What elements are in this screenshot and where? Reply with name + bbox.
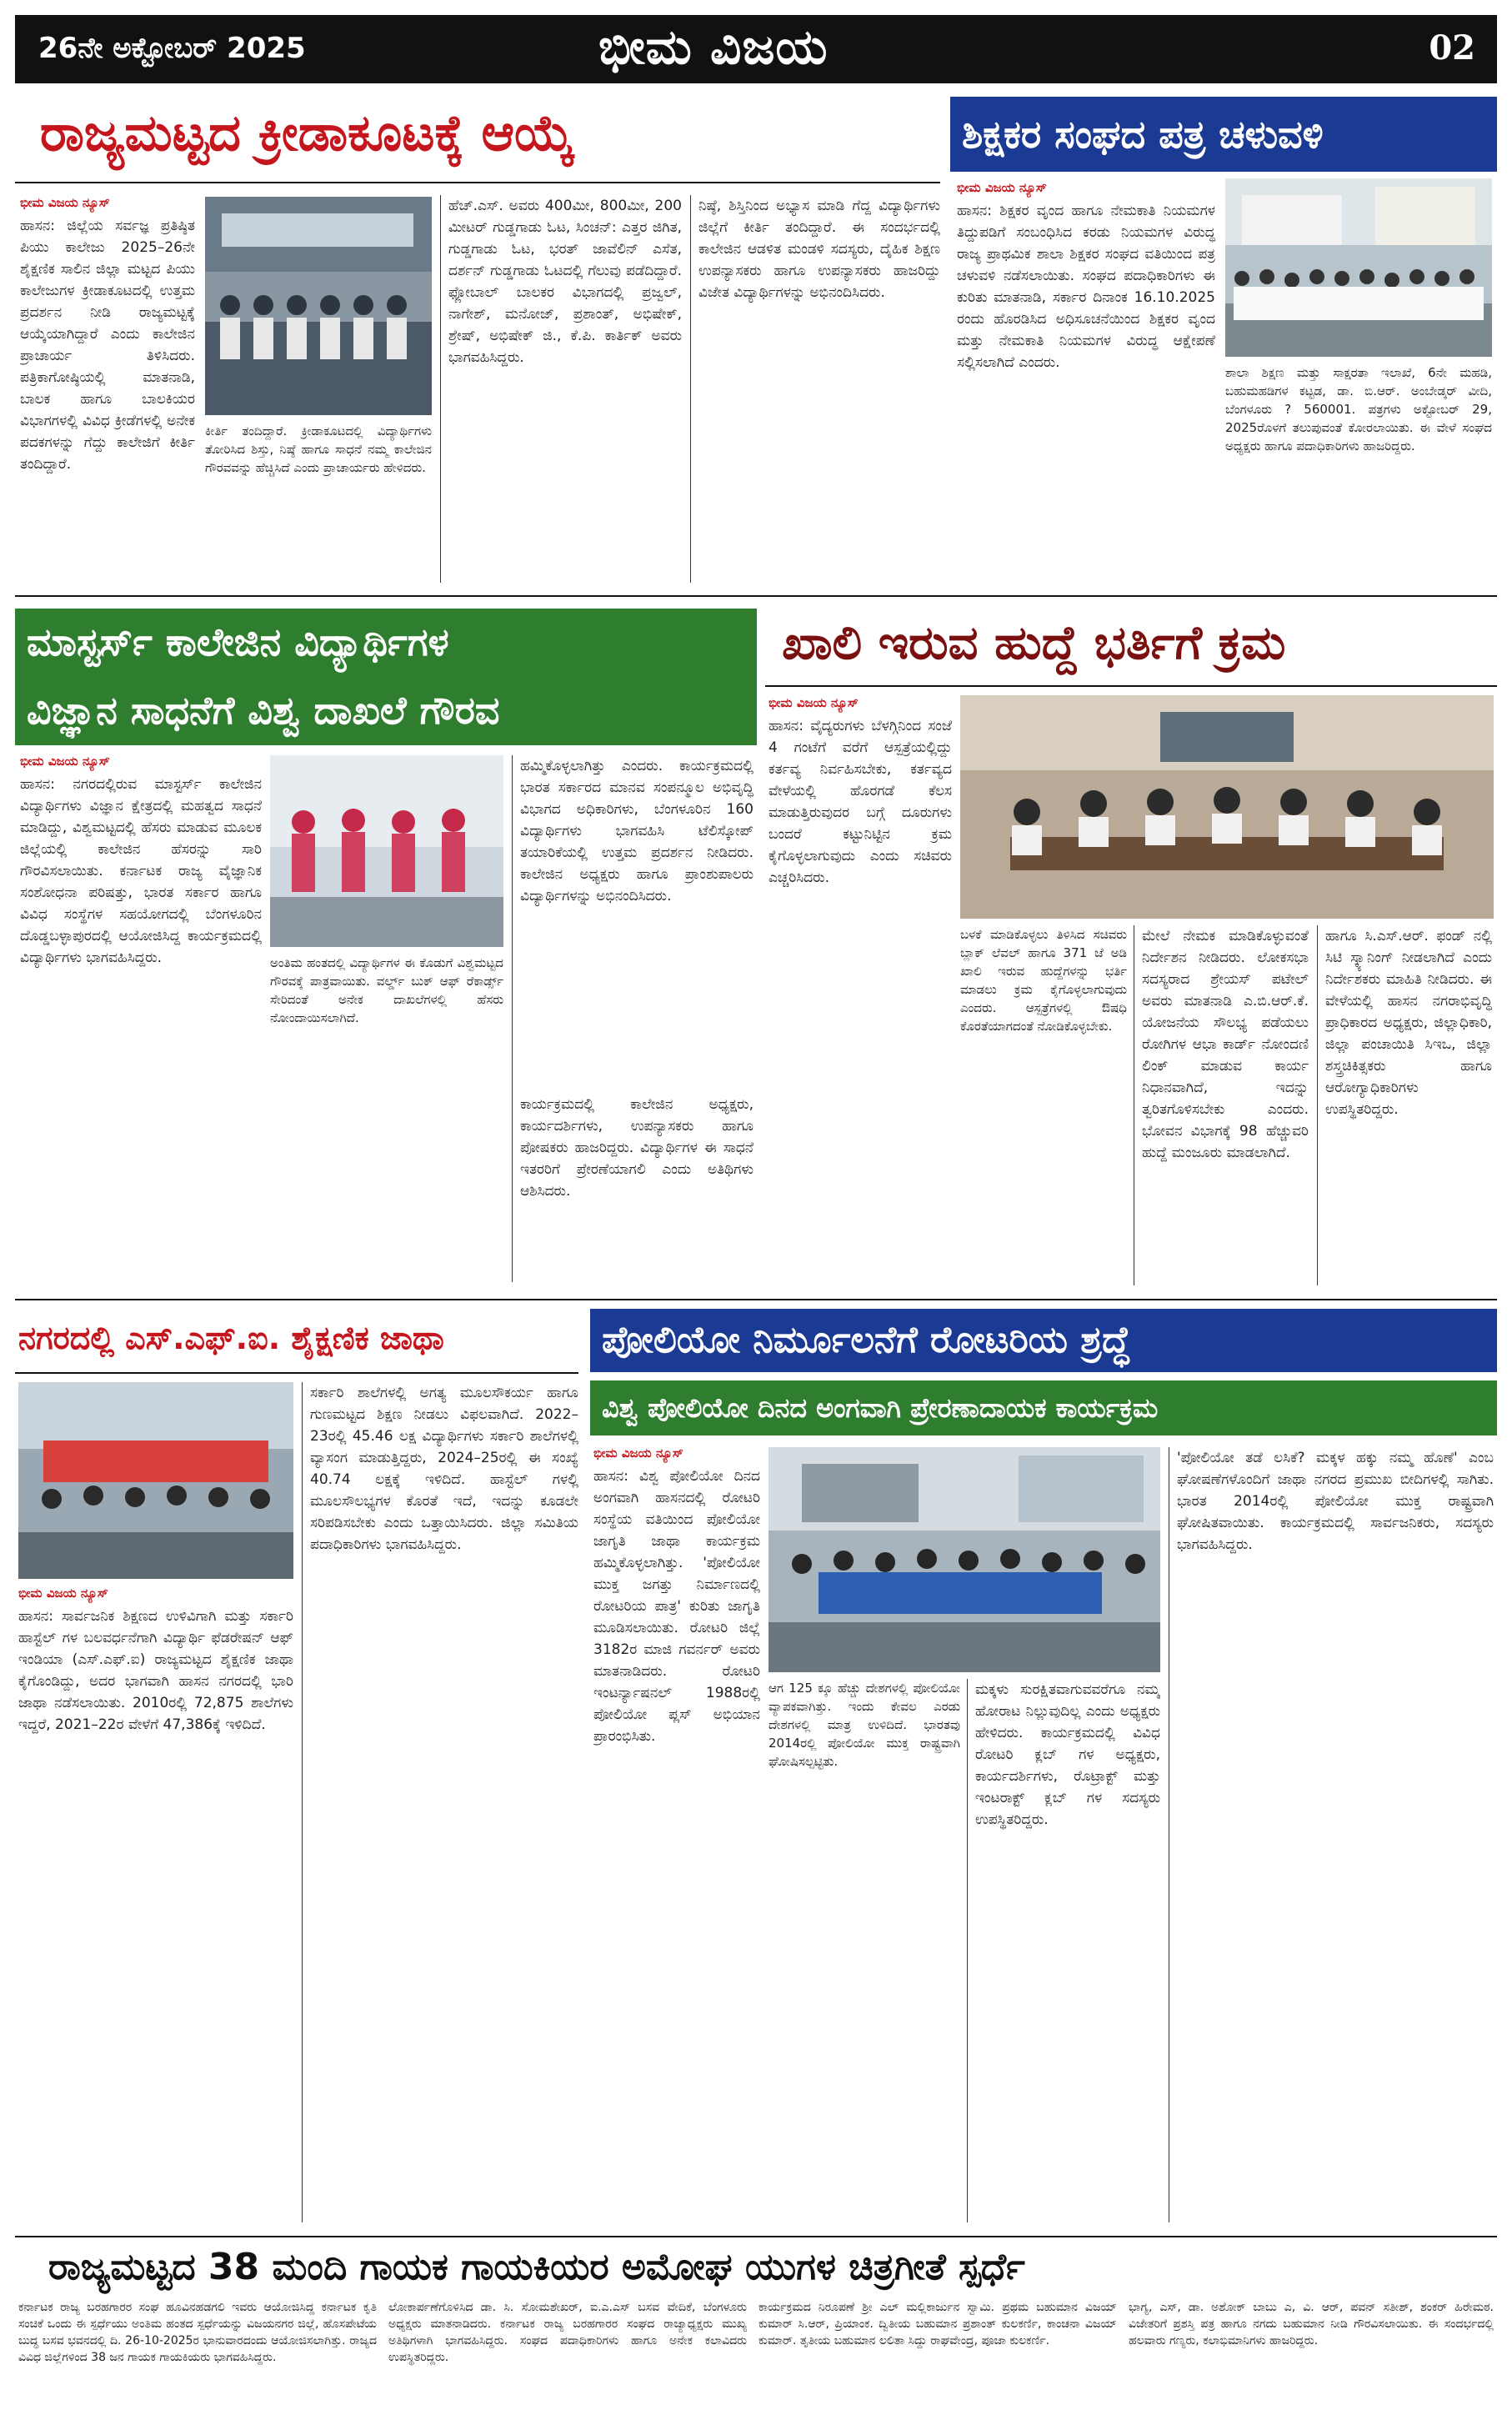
article-column: ಮಕ್ಕಳು ಸುರಕ್ಷಿತವಾಗುವವರೆಗೂ ನಮ್ಮ ಹೋರಾಟ ನಿಲ್ಲುವುದಿಲ್ಲ ಎಂದು ಅಧ್ಯಕ್ಷರು ಹೇಳಿದರು. ಕಾರ್ಯಕ್ರಮದಲ್ಲಿ ವಿವಿಧ ರೋಟರಿ ಕ್ಲಬ್ ಗಳ ಅಧ್ಯಕ್ಷರು, ಕಾರ್ಯದರ್ಶಿಗಳು, ರೊಟ್ರಾಕ್ಟ್ ಮತ್ತು ಇಂಟರಾಕ್ಟ್ ಕ್ಲಬ್ ಗಳ ಸದಸ್ಯರು ಉಪಸ್ಥಿತರಿದ್ದರು. (975, 1681, 1160, 1828)
subheadline: ವಿಶ್ವ ಪೋಲಿಯೋ ದಿನದ ಅಂಗವಾಗಿ ಪ್ರೇರಣಾದಾಯಕ ಕಾರ್ಯಕ್ರಮ (590, 1380, 1497, 1435)
article-column: ಲೋಕಾರ್ಪಣೆಗೊಳಿಸಿದ ಡಾ. ಸಿ. ಸೋಮಶೇಖರ್, ಐ.ಎ.ಎಸ್ ಬಸವ ವೇದಿಕೆ, ಬೆಂಗಳೂರು ಅಧ್ಯಕ್ಷರು ಮಾತನಾಡಿದರು. ಕರ್ನಾಟಕ ರಾಜ್ಯ ಬರಹಗಾರರ ಸಂಘದ ರಾಜ್ಯಾಧ್ಯಕ್ಷರು ಮುಖ್ಯ ಅತಿಥಿಗಳಾಗಿ ಭಾಗವಹಿಸಿದ್ದರು. ಸಂಘದ ಪದಾಧಿಕಾರಿಗಳು ಹಾಗೂ ಅನೇಕ ಕಲಾವಿದರು ಉಪಸ್ಥಿತರಿದ್ದರು. (388, 2301, 747, 2364)
headline: ನಗರದಲ್ಲಿ ಎಸ್.ಎಫ್.ಐ. ಶೈಕ್ಷಣಿಕ ಜಾಥಾ (18, 1320, 444, 1356)
byline: ಭೀಮ ವಿಜಯ ನ್ಯೂಸ್ (20, 195, 110, 210)
article-column: ಹಾಸನ: ನಗರದಲ್ಲಿರುವ ಮಾಸ್ಟರ್ಸ್ ಕಾಲೇಜಿನ ವಿದ್ಯಾರ್ಥಿಗಳು ವಿಜ್ಞಾನ ಕ್ಷೇತ್ರದಲ್ಲಿ ಮಹತ್ವದ ಸಾಧನೆ ಮಾಡಿದ್ದು, ವಿಶ್ವಮಟ್ಟದಲ್ಲಿ ಹೆಸರು ಮಾಡುವ ಮೂಲಕ ಜಿಲ್ಲೆಯಲ್ಲಿ ಕಾಲೇಜಿನ ಹೆಸರನ್ನು ಸಾರಿ ಗೌರವಿಸಲಾಯಿತು. ಕರ್ನಾಟಕ ರಾಜ್ಯ ವೈಜ್ಞಾನಿಕ ಸಂಶೋಧನಾ ಪರಿಷತ್ತು, ಭಾರತ ಸರ್ಕಾರ ಹಾಗೂ ವಿವಿಧ ಸಂಸ್ಥೆಗಳ ಸಹಯೋಗದಲ್ಲಿ ಬೆಂಗಳೂರಿನ ದೊಡ್ಡಬಳ್ಳಾಪುರದಲ್ಲಿ ಆಯೋಜಿಸಿದ್ದ ಕಾರ್ಯಕ್ರಮದಲ್ಲಿ ವಿದ್ಯಾರ್ಥಿಗಳು ಭಾಗವಹಿಸಿದ್ದರು. (20, 776, 262, 966)
article-column: ಹಾಗೂ ಸಿ.ಎಸ್.ಆರ್. ಫಂಡ್ ನಲ್ಲಿ ಸಿಟಿ ಸ್ಕ್ಯಾನಿಂಗ್ ನೀಡಲಾಗಿದೆ ಎಂದು ನಿರ್ದೇಶಕರು ಮಾಹಿತಿ ನೀಡಿದರು. ಈ ವೇಳೆಯಲ್ಲಿ ಹಾಸನ ನಗರಾಭಿವೃದ್ಧಿ ಪ್ರಾಧಿಕಾರದ ಅಧ್ಯಕ್ಷರು, ಜಿಲ್ಲಾಧಿಕಾರಿ, ಜಿಲ್ಲಾ ಪಂಚಾಯಿತಿ ಸಿಇಒ, ಜಿಲ್ಲಾ ಶಸ್ತ್ರಚಿಕಿತ್ಸಕರು ಹಾಗೂ ಆರೋಗ್ಯಾಧಿಕಾರಿಗಳು ಉಪಸ್ಥಿತರಿದ್ದರು. (1325, 928, 1492, 1118)
meeting-photo (960, 695, 1494, 919)
byline: ಭೀಮ ವಿಜಯ ನ್ಯೂಸ್ (593, 1445, 683, 1461)
protest-photo (1225, 178, 1492, 357)
article-column: ಹೆಚ್.ಎಸ್. ಅವರು 400ಮೀ, 800ಮೀ, 200 ಮೀಟರ್ ಗುಡ್ಡಗಾಡು ಓಟ, ಸಿಂಚನ್: ಎತ್ತರ ಜಿಗಿತ, ಗುಡ್ಡಗಾಡು ಓಟ, ಭರತ್ ಜಾವೆಲಿನ್ ಎಸೆತ, ದರ್ಶನ್ ಗುಡ್ಡಗಾಡು ಓಟದಲ್ಲಿ ಗೆಲುವು ಪಡೆದಿದ್ದಾರೆ. ಫ್ಲೋಬಾಲ್ ಬಾಲಕರ ವಿಭಾಗದಲ್ಲಿ ಪ್ರಜ್ವಲ್, ನಾಗೇಶ್, ಮನೋಜ್, ಪ್ರಶಾಂತ್, ಅಭಿಷೇಕ್, ಶ್ರೇಷ್, ಅಭಿಷೇಕ್ ಜಿ., ಕೆ.ಪಿ. ಕಾರ್ತಿಕ್ ಅವರು ಭಾಗವಹಿಸಿದ್ದರು. (448, 198, 682, 366)
headline: ರಾಜ್ಯಮಟ್ಟದ 38 ಮಂದಿ ಗಾಯಕ ಗಾಯಕಿಯರ ಅಮೋಘ ಯುಗಳ ಚಿತ್ರಗೀತೆ ಸ್ಪರ್ಧೆ (48, 2246, 1025, 2288)
headline: ಖಾಲಿ ಇರುವ ಹುದ್ದೆ ಭರ್ತಿಗೆ ಕ್ರಮ (782, 616, 1286, 670)
march-photo (18, 1382, 293, 1579)
page-number: 02 (1429, 28, 1475, 68)
byline: ಭೀಮ ವಿಜಯ ನ್ಯೂಸ್ (769, 695, 859, 710)
story-teachers-protest (950, 90, 1497, 590)
newspaper-title: ಭೀಮ ವಿಜಯ (598, 18, 829, 75)
byline: ಭೀಮ ವಿಜಯ ನ್ಯೂಸ್ (957, 180, 1047, 195)
article-column: ಸರ್ಕಾರಿ ಶಾಲೆಗಳಲ್ಲಿ ಅಗತ್ಯ ಮೂಲಸೌಕರ್ಯ ಹಾಗೂ ಗುಣಮಟ್ಟದ ಶಿಕ್ಷಣ ನೀಡಲು ವಿಫಲವಾಗಿದೆ. 2022–23ರಲ್ಲಿ 45.46 ಲಕ್ಷ ವಿದ್ಯಾರ್ಥಿಗಳು ಸರ್ಕಾರಿ ಶಾಲೆಗಳಲ್ಲಿ ವ್ಯಾಸಂಗ ಮಾಡುತ್ತಿದ್ದರು, 2024–25ರಲ್ಲಿ ಈ ಸಂಖ್ಯೆ 40.74 ಲಕ್ಷಕ್ಕೆ ಇಳಿದಿದೆ. ಹಾಸ್ಟೆಲ್ ಗಳಲ್ಲಿ ಮೂಲಸೌಲಭ್ಯಗಳ ಕೊರತೆ ಇದೆ, ಇದನ್ನು ಕೂಡಲೇ ಸರಿಪಡಿಸಬೇಕು ಎಂದು ಒತ್ತಾಯಿಸಿದರು. ಜಿಲ್ಲಾ ಸಮಿತಿಯ ಪದಾಧಿಕಾರಿಗಳು ಭಾಗವಹಿಸಿದ್ದರು. (310, 1385, 578, 1553)
headline-line-1: ಮಾಸ್ಟರ್ಸ್ ಕಾಲೇಜಿನ ವಿದ್ಯಾರ್ಥಿಗಳ (15, 609, 757, 675)
article-column: ಕರ್ನಾಟಕ ರಾಜ್ಯ ಬರಹಗಾರರ ಸಂಘ ಹೂವಿನಹಡಗಲಿ ಇವರು ಆಯೋಜಿಸಿದ್ದ ಕರ್ನಾಟಕ ಕೃತಿ ಸಂಚಿಕೆ ಒಂದು ಈ ಸ್ಪರ್ಧೆಯು ಅಂತಿಮ ಹಂತದ ಸ್ಪರ್ಧೆಯನ್ನು ವಿಜಯನಗರ ಜಿಲ್ಲೆ, ಹೊಸಪೇಟೆಯ ಬುದ್ಧ ಬಸವ ಭವನದಲ್ಲಿ ದಿ. 26-10-2025ರ ಭಾನುವಾರದಂದು ಆಯೋಜಿಸಲಾಗಿತ್ತು. ರಾಜ್ಯದ ವಿವಿಧ ಜಿಲ್ಲೆಗಳಿಂದ 38 ಜನ ಗಾಯಕ ಗಾಯಕಿಯರು ಭಾಗವಹಿಸಿದ್ದರು. (18, 2301, 377, 2364)
photo-caption: ಆಗ 125 ಕ್ಕೂ ಹೆಚ್ಚು ದೇಶಗಳಲ್ಲಿ ಪೋಲಿಯೋ ವ್ಯಾಪಕವಾಗಿತ್ತು. ಇಂದು ಕೇವಲ ಎರಡು ದೇಶಗಳಲ್ಲಿ ಮಾತ್ರ ಉಳಿದಿದೆ. ಭಾರತವು 2014ರಲ್ಲಿ ಪೋಲಿಯೋ ಮುಕ್ತ ರಾಷ್ಟ್ರವಾಗಿ ಘೋಷಿಸಲ್ಪಟ್ಟಿತು. (769, 1681, 960, 1769)
photo-caption: ಕೀರ್ತಿ ತಂದಿದ್ದಾರೆ. ಕ್ರೀಡಾಕೂಟದಲ್ಲಿ ವಿದ್ಯಾರ್ಥಿಗಳು ತೋರಿಸಿದ ಶಿಸ್ತು, ನಿಷ್ಠೆ ಹಾಗೂ ಸಾಧನೆ ನಮ್ಮ ಕಾಲೇಜಿನ ಗೌರವವನ್ನು ಹೆಚ್ಚಿಸಿದೆ ಎಂದು ಪ್ರಾಚಾರ್ಯರು ಹೇಳಿದರು. (205, 423, 432, 475)
photo-caption: ಅಂತಿಮ ಹಂತದಲ್ಲಿ ವಿದ್ಯಾರ್ಥಿಗಳ ಈ ಕೊಡುಗೆ ವಿಶ್ವಮಟ್ಟದ ಗೌರವಕ್ಕೆ ಪಾತ್ರವಾಯಿತು. ವರ್ಲ್ಡ್ ಬುಕ್ ಆಫ್ ರೆಕಾರ್ಡ್ಸ್ ಸೇರಿದಂತೆ ಅನೇಕ ದಾಖಲೆಗಳಲ್ಲಿ ಹೆಸರು ನೋಂದಾಯಿಸಲಾಗಿದೆ. (270, 955, 503, 1025)
article-column: ಕಾರ್ಯಕ್ರಮದ ನಿರೂಪಣೆ ಶ್ರೀ ಎಲ್ ಮಲ್ಲಿಕಾರ್ಜುನ ಸ್ವಾಮಿ. ಪ್ರಥಮ ಬಹುಮಾನ ವಿಜಯ್ ಕುಮಾರ್ ಸಿ.ಆರ್, ಪ್ರಿಯಾಂಕ. ದ್ವಿತೀಯ ಬಹುಮಾನ ಪ್ರಶಾಂತ್ ಕುಲಕರ್ಣಿ, ಕಾಂಚನಾ ವಿಜಯ್ ಕುಮಾರ್. ತೃತೀಯ ಬಹುಮಾನ ಲಲಿತಾ ಸಿದ್ದು ರಾಘವೇಂದ್ರ, ಪೂಜಾ ಕುಲಕರ್ಣಿ. (759, 2301, 1117, 2347)
headline-line-2: ವಿಜ್ಞಾನ ಸಾಧನೆಗೆ ವಿಶ್ವ ದಾಖಲೆ ಗೌರವ (15, 675, 757, 745)
byline: ಭೀಮ ವಿಜಯ ನ್ಯೂಸ್ (20, 754, 110, 769)
polio-rally-photo (769, 1447, 1160, 1672)
students-award-photo (270, 755, 503, 947)
article-column: ಹಮ್ಮಿಕೊಳ್ಳಲಾಗಿತ್ತು ಎಂದರು. ಕಾರ್ಯಕ್ರಮದಲ್ಲಿ ಭಾರತ ಸರ್ಕಾರದ ಮಾನವ ಸಂಪನ್ಮೂಲ ಅಭಿವೃದ್ಧಿ ವಿಭಾಗದ ಅಧಿಕಾರಿಗಳು, ಬೆಂಗಳೂರಿನ 160 ವಿದ್ಯಾರ್ಥಿಗಳು ಭಾಗವಹಿಸಿ ಟೆಲಿಸ್ಕೋಪ್ ತಯಾರಿಕೆಯಲ್ಲಿ ಉತ್ತಮ ಪ್ರದರ್ಶನ ನೀಡಿದರು. ಕಾಲೇಜಿನ ಅಧ್ಯಕ್ಷರು ಹಾಗೂ ಪ್ರಾಂಶುಪಾಲರು ವಿದ್ಯಾರ್ಥಿಗಳನ್ನು ಅಭಿನಂದಿಸಿದರು. (520, 758, 753, 904)
article-column: ಭಾಗ್ಯ, ಎಸ್, ಡಾ. ಅಶೋಕ್ ಬಾಬು ಎ, ವಿ. ಆರ್, ಪವನ್ ಸತೀಶ್, ಶಂಕರ್ ಹಿರೇಮಠ. ವಿಜೇತರಿಗೆ ಪ್ರಶಸ್ತಿ ಪತ್ರ ಹಾಗೂ ನಗದು ಬಹುಮಾನ ನೀಡಿ ಗೌರವಿಸಲಾಯಿತು. ಈ ಸಂದರ್ಭದಲ್ಲಿ ಹಲವಾರು ಗಣ್ಯರು, ಕಲಾಭಿಮಾನಿಗಳು ಹಾಜರಿದ್ದರು. (1129, 2301, 1494, 2347)
article-column: ಕಾರ್ಯಕ್ರಮದಲ್ಲಿ ಕಾಲೇಜಿನ ಅಧ್ಯಕ್ಷರು, ಕಾರ್ಯದರ್ಶಿಗಳು, ಉಪನ್ಯಾಸಕರು ಹಾಗೂ ಪೋಷಕರು ಹಾಜರಿದ್ದರು. ವಿದ್ಯಾರ್ಥಿಗಳ ಈ ಸಾಧನೆ ಇತರರಿಗೆ ಪ್ರೇರಣೆಯಾಗಲಿ ಎಂದು ಅತಿಥಿಗಳು ಆಶಿಸಿದರು. (520, 1096, 753, 1200)
article-column: ನಿಷ್ಠೆ, ಶಿಸ್ತಿನಿಂದ ಅಭ್ಯಾಸ ಮಾಡಿ ಗೆದ್ದ ವಿದ್ಯಾರ್ಥಿಗಳು ಜಿಲ್ಲೆಗೆ ಕೀರ್ತಿ ತಂದಿದ್ದಾರೆ. ಈ ಸಂದರ್ಭದಲ್ಲಿ ಕಾಲೇಜಿನ ಆಡಳಿತ ಮಂಡಳಿ ಸದಸ್ಯರು, ದೈಹಿಕ ಶಿಕ್ಷಣ ಉಪನ್ಯಾಸಕರು ಹಾಗೂ ಉಪನ್ಯಾಸಕರು ಹಾಜರಿದ್ದು ವಿಜೇತ ವಿದ್ಯಾರ್ಥಿಗಳನ್ನು ಅಭಿನಂದಿಸಿದರು. (698, 198, 940, 301)
article-column: ಹಾಸನ: ಜಿಲ್ಲೆಯ ಸರ್ವಜ್ಞ ಪ್ರತಿಷ್ಠಿತ ಪಿಯು ಕಾಲೇಜು 2025–26ನೇ ಶೈಕ್ಷಣಿಕ ಸಾಲಿನ ಜಿಲ್ಲಾ ಮಟ್ಟದ ಪಿಯು ಕಾಲೇಜುಗಳ ಕ್ರೀಡಾಕೂಟದಲ್ಲಿ ಉತ್ತಮ ಪ್ರದರ್ಶನ ನೀಡಿ ರಾಜ್ಯಮಟ್ಟಕ್ಕೆ ಆಯ್ಕೆಯಾಗಿದ್ದಾರೆ ಎಂದು ಕಾಲೇಜಿನ ಪ್ರಾಚಾರ್ಯ ತಿಳಿಸಿದರು. ಪತ್ರಿಕಾಗೋಷ್ಠಿಯಲ್ಲಿ ಮಾತನಾಡಿ, ಬಾಲಕ ಹಾಗೂ ಬಾಲಕಿಯರ ವಿಭಾಗಗಳಲ್ಲಿ ವಿವಿಧ ಕ್ರೀಡೆಗಳಲ್ಲಿ ಅನೇಕ ಪದಕಗಳನ್ನು ಗೆದ್ದು ಕಾಲೇಜಿಗೆ ಕೀರ್ತಿ ತಂದಿದ್ದಾರೆ. (20, 218, 195, 473)
photo-caption: ಬಳಕೆ ಮಾಡಿಕೊಳ್ಳಲು ತಿಳಿಸಿದ ಸಚಿವರು ಬ್ಲಾಕ್ ಲೆವಲ್ ಹಾಗೂ 371 ಜೆ ಅಡಿ ಖಾಲಿ ಇರುವ ಹುದ್ದೆಗಳನ್ನು ಭರ್ತಿ ಮಾಡಲು ಕ್ರಮ ಕೈಗೊಳ್ಳಲಾಗುವುದು ಎಂದರು. ಆಸ್ಪತ್ರೆಗಳಲ್ಲಿ ಔಷಧಿ ಕೊರತೆಯಾಗದಂತೆ ನೋಡಿಕೊಳ್ಳಬೇಕು. (960, 927, 1127, 1034)
article-column: ಹಾಸನ: ಶಿಕ್ಷಕರ ವೃಂದ ಹಾಗೂ ನೇಮಕಾತಿ ನಿಯಮಗಳ ತಿದ್ದುಪಡಿಗೆ ಸಂಬಂಧಿಸಿದ ಕರಡು ನಿಯಮಗಳ ವಿರುದ್ಧ ರಾಜ್ಯ ಪ್ರಾಥಮಿಕ ಶಾಲಾ ಶಿಕ್ಷಕರ ಸಂಘದ ವತಿಯಿಂದ ಪತ್ರ ಚಳುವಳಿ ನಡೆಸಲಾಯಿತು. ಸಂಘದ ಪದಾಧಿಕಾರಿಗಳು ಈ ಕುರಿತು ಮಾತನಾಡಿ, ಸರ್ಕಾರ ದಿನಾಂಕ 16.10.2025 ರಂದು ಹೊರಡಿಸಿದ ಅಧಿಸೂಚನೆಯಿಂದ ಶಿಕ್ಷಕರ ವೃಂದ ಮತ್ತು ನೇಮಕಾತಿ ನಿಯಮಗಳ ವಿರುದ್ಧ ಆಕ್ಷೇಪಣೆ ಸಲ್ಲಿಸಲಾಗಿದೆ ಎಂದರು. (957, 203, 1215, 371)
article-column: ಹಾಸನ: ವಿಶ್ವ ಪೋಲಿಯೋ ದಿನದ ಅಂಗವಾಗಿ ಹಾಸನದಲ್ಲಿ ರೋಟರಿ ಸಂಸ್ಥೆಯ ವತಿಯಿಂದ ಪೋಲಿಯೋ ಜಾಗೃತಿ ಜಾಥಾ ಕಾರ್ಯಕ್ರಮ ಹಮ್ಮಿಕೊಳ್ಳಲಾಗಿತ್ತು. 'ಪೋಲಿಯೋ ಮುಕ್ತ ಜಗತ್ತು ನಿರ್ಮಾಣದಲ್ಲಿ ರೋಟರಿಯ ಪಾತ್ರ' ಕುರಿತು ಜಾಗೃತಿ ಮೂಡಿಸಲಾಯಿತು. ರೋಟರಿ ಜಿಲ್ಲೆ 3182ರ ಮಾಜಿ ಗವರ್ನರ್ ಅವರು ಮಾತನಾಡಿದರು. ರೋಟರಿ ಇಂಟರ್ನ್ಯಾಷನಲ್ 1988ರಲ್ಲಿ ಪೋಲಿಯೋ ಪ್ಲಸ್ ಅಭಿಯಾನ ಪ್ರಾರಂಭಿಸಿತು. (593, 1468, 760, 1745)
story-sfi-march (15, 1305, 582, 2231)
story-sports-selection (15, 90, 949, 590)
story-singing-competition (15, 2241, 1497, 2404)
headline: ಪೋಲಿಯೋ ನಿರ್ಮೂಲನೆಗೆ ರೋಟರಿಯ ಶ್ರದ್ಧೆ (590, 1309, 1497, 1372)
byline: ಭೀಮ ವಿಜಯ ನ್ಯೂಸ್ (18, 1586, 108, 1601)
article-column: ಹಾಸನ: ವೈದ್ಯರುಗಳು ಬೆಳಗ್ಗಿನಿಂದ ಸಂಜೆ 4 ಗಂಟೆಗೆ ವರೆಗೆ ಆಸ್ಪತ್ರೆಯಲ್ಲಿದ್ದು ಕರ್ತವ್ಯ ನಿರ್ವಹಿಸಬೇಕು, ಕರ್ತವ್ಯದ ವೇಳೆಯಲ್ಲಿ ಹೊರಗಡೆ ಕೆಲಸ ಮಾಡುತ್ತಿರುವುದರ ಬಗ್ಗೆ ದೂರುಗಳು ಬಂದರೆ ಕಟ್ಟುನಿಟ್ಟಿನ ಕ್ರಮ ಕೈಗೊಳ್ಳಲಾಗುವುದು ಎಂದು ಸಚಿವರು ಎಚ್ಚರಿಸಿದರು. (769, 718, 952, 886)
article-column: ಮೇಲೆ ನೇಮಕ ಮಾಡಿಕೊಳ್ಳುವಂತೆ ನಿರ್ದೇಶನ ನೀಡಿದರು. ಲೋಕಸಭಾ ಸದಸ್ಯರಾದ ಶ್ರೇಯಸ್ ಪಟೇಲ್ ಅವರು ಮಾತನಾಡಿ ಎ.ಬಿ.ಆರ್.ಕೆ. ಯೋಜನೆಯ ಸೌಲಭ್ಯ ಪಡೆಯಲು ರೋಗಿಗಳ ಆಭಾ ಕಾರ್ಡ್ ನೋಂದಣಿ ಲಿಂಕ್ ಮಾಡುವ ಕಾರ್ಯ ನಿಧಾನವಾಗಿದೆ, ಇದನ್ನು ತ್ವರಿತಗೊಳಿಸಬೇಕು ಎಂದರು. ಭೋವನ ವಿಭಾಗಕ್ಕೆ 98 ಹೆಚ್ಚುವರಿ ಹುದ್ದೆ ಮಂಜೂರು ಮಾಡಲಾಗಿದೆ. (1142, 928, 1309, 1161)
headline: ರಾಜ್ಯಮಟ್ಟದ ಕ್ರೀಡಾಕೂಟಕ್ಕೆ ಆಯ್ಕೆ (40, 104, 575, 163)
masthead (15, 15, 1497, 83)
story-vacant-posts (765, 602, 1497, 1294)
headline: ಶಿಕ್ಷಕರ ಸಂಘದ ಪತ್ರ ಚಳುವಳಿ (950, 97, 1497, 172)
issue-date: 26ನೇ ಅಕ್ಟೋಬರ್ 2025 (38, 32, 306, 65)
story-rotary-polio (590, 1305, 1497, 2231)
sports-team-photo (205, 197, 432, 415)
photo-caption: ಶಾಲಾ ಶಿಕ್ಷಣ ಮತ್ತು ಸಾಕ್ಷರತಾ ಇಲಾಖೆ, 6ನೇ ಮಹಡಿ, ಬಹುಮಹಡಿಗಳ ಕಟ್ಟಡ, ಡಾ. ಬಿ.ಆರ್. ಅಂಬೇಡ್ಕರ್ ವೀದಿ, ಬೆಂಗಳೂರು ? 560001. ಪತ್ರಗಳು ಅಕ್ಟೋಬರ್ 29, 2025ರೊಳಗೆ ತಲುಪುವಂತೆ ಕೋರಲಾಯಿತು. ಈ ವೇಳೆ ಸಂಘದ ಅಧ್ಯಕ್ಷರು ಹಾಗೂ ಪದಾಧಿಕಾರಿಗಳು ಹಾಜರಿದ್ದರು. (1225, 365, 1492, 453)
article-column: ಹಾಸನ: ಸಾರ್ವಜನಿಕ ಶಿಕ್ಷಣದ ಉಳಿವಿಗಾಗಿ ಮತ್ತು ಸರ್ಕಾರಿ ಹಾಸ್ಟೆಲ್ ಗಳ ಬಲವರ್ಧನೆಗಾಗಿ ವಿದ್ಯಾರ್ಥಿ ಫೆಡರೇಷನ್ ಆಫ್ ಇಂಡಿಯಾ (ಎಸ್.ಎಫ್.ಐ) ರಾಜ್ಯಮಟ್ಟದ ಶೈಕ್ಷಣಿಕ ಜಾಥಾ ಕೈಗೊಂಡಿದ್ದು, ಅದರ ಭಾಗವಾಗಿ ಹಾಸನ ನಗರದಲ್ಲಿ ಭಾರಿ ಜಾಥಾ ನಡೆಸಲಾಯಿತು. 2010ರಲ್ಲಿ 72,875 ಶಾಲೆಗಳು ಇದ್ದರೆ, 2021–22ರ ವೇಳೆಗೆ 47,386ಕ್ಕೆ ಇಳಿದಿದೆ. (18, 1608, 293, 1733)
story-college-science-record (15, 602, 757, 1294)
article-column: 'ಪೋಲಿಯೋ ತಡೆ ಲಸಿಕೆ? ಮಕ್ಕಳ ಹಕ್ಕು ನಮ್ಮ ಹೊಣೆ' ಎಂಬ ಘೋಷಣೆಗಳೊಂದಿಗೆ ಜಾಥಾ ನಗರದ ಪ್ರಮುಖ ಬೀದಿಗಳಲ್ಲಿ ಸಾಗಿತು. ಭಾರತ 2014ರಲ್ಲಿ ಪೋಲಿಯೋ ಮುಕ್ತ ರಾಷ್ಟ್ರವಾಗಿ ಘೋಷಿತವಾಯಿತು. ಕಾರ್ಯಕ್ರಮದಲ್ಲಿ ಸಾರ್ವಜನಿಕರು, ಸದಸ್ಯರು ಭಾಗವಹಿಸಿದ್ದರು. (1177, 1450, 1494, 1553)
